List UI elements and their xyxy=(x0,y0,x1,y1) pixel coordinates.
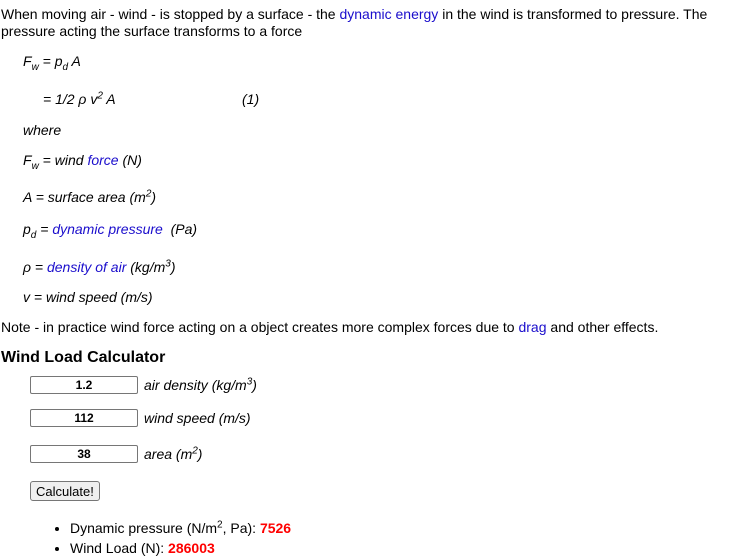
where-label: where xyxy=(23,122,62,138)
definition-dynamic-pressure: $p_d$ = dynamic pressure (Pa) xyxy=(23,221,198,241)
air-density-unit: air density $(kg/m^3)$ xyxy=(144,376,257,393)
equation-number: (1) xyxy=(242,91,260,107)
area-input[interactable] xyxy=(30,445,138,463)
intro-paragraph xyxy=(1,6,731,40)
drag-link[interactable]: drag xyxy=(518,319,547,335)
area-unit: area $(m^2)$ xyxy=(144,445,203,462)
force-link[interactable]: force xyxy=(87,152,119,168)
wind-speed-input[interactable] xyxy=(30,409,138,427)
definition-air-density: ρ = density of air $(kg/m^3)$ xyxy=(23,258,176,275)
dynamic-pressure-value: 7526 xyxy=(259,520,292,536)
dynamic-pressure-result: • Dynamic pressure ($N/m^2$, Pa): 7526 xyxy=(70,518,291,538)
density-of-air-link[interactable]: density of air xyxy=(46,259,127,275)
wind-speed-row xyxy=(30,409,251,427)
note-paragraph: Note - in practice wind force acting on a object creates more complex forces due to drag and other effects. xyxy=(1,319,659,335)
air-density-row xyxy=(30,376,257,394)
equation-line-2: = 1/2 ρ $v^2$ A xyxy=(43,90,116,107)
air-density-input[interactable] xyxy=(30,376,138,394)
area-row xyxy=(30,445,202,463)
definition-wind-force: $F_w$ = wind force (N) xyxy=(23,152,142,172)
dynamic-pressure-link[interactable]: dynamic pressure xyxy=(52,221,163,237)
intro-text-1: When moving air - wind - is stopped by a surface - the xyxy=(1,6,336,22)
intro-text-2: in the wind is transformed to pressure. The pressure acting the surface transforms to a force xyxy=(1,6,708,39)
definition-surface-area: A = surface area $(m^2)$ xyxy=(23,188,157,205)
wind-load-result: • Wind Load (N): 286003 xyxy=(70,538,291,558)
equation-line-1: $F_w = p_d$ A xyxy=(23,53,81,73)
calculate-button[interactable]: Calculate! xyxy=(30,481,100,501)
wind-speed-unit: wind speed (m/s) xyxy=(144,410,251,426)
dynamic-energy-link[interactable]: dynamic energy xyxy=(339,6,439,22)
definition-wind-speed: v = wind speed (m/s) xyxy=(23,289,153,305)
results-list xyxy=(52,518,291,558)
calculator-title: Wind Load Calculator xyxy=(1,349,166,366)
wind-load-value: 286003 xyxy=(168,540,215,556)
